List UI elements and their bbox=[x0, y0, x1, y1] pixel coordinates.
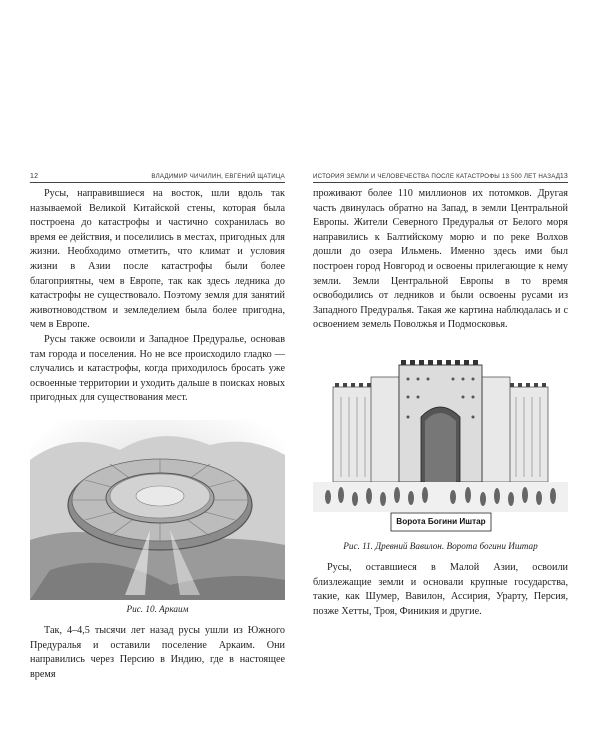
right-page-body-after bbox=[313, 561, 568, 619]
paragraph: Русы, оставшиеся в Малой Азии, освоили близлежащие земли и основали крупные государства, такие, как Шумер, Вавилон, Ассирия, Урарту, Персия, позже Хетты, Троя, Финикия и другие. bbox=[313, 561, 568, 617]
right-page-header bbox=[313, 168, 568, 183]
page-number: 13 bbox=[559, 173, 568, 180]
paragraph: проживают более 110 миллионов их потомков. Другая часть двинулась обратно на Запад, в земли Центральной Европы. Жители Северного Предуралья от Белого моря направились к Балтийскому морю и по реке Волхов дошли до озера Ильмень. Именно здесь ими был построен город Новгород и освоены прилегающие к нему земли. Земли Центральной Европы в то время освободились от ледников и были освоены русами из Западного Предуралья. Такая же картина наблюдалась и с освоением земель Поволжья и Подмосковья. bbox=[313, 188, 568, 331]
paragraph: Русы также освоили и Западное Предуралье, основав там города и поселения. Но не все происходило гладко — случались и катастрофы, когда приходилось бросать уже освоенные территории и уходить дальше в поисках новых пригодных для существования мест. bbox=[30, 333, 285, 404]
running-header: ВЛАДИМИР ЧИЧИЛИН, ЕВГЕНИЙ ЩАТИЦА bbox=[151, 173, 285, 180]
figure-caption: Рис. 10. Аркаим bbox=[126, 603, 189, 614]
figure-label: Ворота Богини Иштар bbox=[396, 516, 486, 526]
left-page bbox=[30, 168, 285, 682]
paragraph: Русы, направившиеся на восток, шли вдоль так называемой Великой Китайской стены, которая была построена до катастрофы и частично сохранилась во время ее действия, и поселились в местах, пригодных для жизни. Необходимо отметить, что климат и условия жизни в Азии после катастрофы были более благоприятны, чем в Европе, так как здесь ледника до катастрофы не существовало. Поэтому земля для занятий животноводством и земледелием была более пригодна, чем в Европе. bbox=[30, 188, 285, 331]
figure-arkaim bbox=[30, 420, 285, 614]
arkaim-illustration bbox=[30, 420, 285, 600]
running-header: ИСТОРИЯ ЗЕМЛИ И ЧЕЛОВЕЧЕСТВА ПОСЛЕ КАТАСТРОФЫ 13 500 ЛЕТ НАЗАД bbox=[313, 173, 561, 180]
left-page-body bbox=[30, 187, 285, 406]
paragraph: Так, 4–4,5 тысячи лет назад русы ушли из Южного Предуралья и оставили поселение Аркаим. Они направились через Персию в Индию, где в настоящее время bbox=[30, 624, 285, 680]
ishtar-gate-illustration bbox=[313, 347, 568, 537]
right-page bbox=[313, 168, 568, 619]
page-number: 12 bbox=[30, 173, 39, 180]
figure-caption: Рис. 11. Древний Вавилон. Ворота богини Иштар bbox=[343, 540, 538, 551]
left-page-header bbox=[30, 168, 285, 183]
left-page-body-after bbox=[30, 624, 285, 682]
right-page-body bbox=[313, 187, 568, 333]
figure-ishtar-gate bbox=[313, 347, 568, 551]
